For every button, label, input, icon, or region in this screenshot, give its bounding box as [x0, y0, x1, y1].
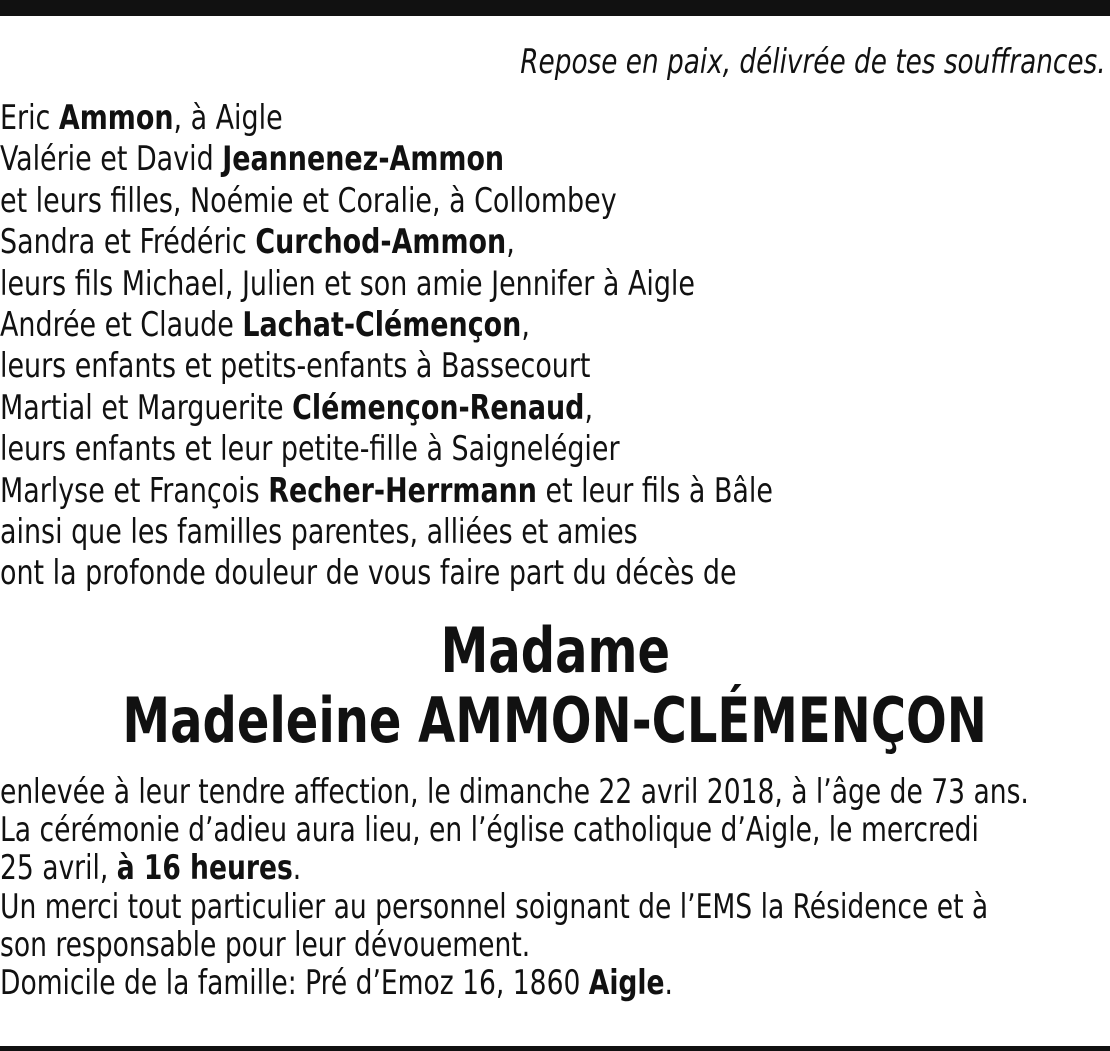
line-text: ainsi que les familles parentes, alliées et amies [0, 512, 638, 553]
detail-line [0, 773, 1102, 811]
detail-line [0, 888, 1102, 926]
line-text: Sandra et Frédéric [0, 222, 256, 263]
emphasis: à 16 heures [116, 848, 293, 889]
family-name: Curchod-Ammon [255, 222, 507, 263]
top-rule [0, 0, 1110, 16]
family-line [0, 553, 1056, 594]
detail-line [0, 811, 1102, 849]
line-text: Valérie et David [0, 139, 223, 180]
line-text: Martial et Marguerite [0, 387, 293, 428]
family-line [0, 139, 1056, 180]
family-line [0, 98, 1056, 139]
line-text: Andrée et Claude [0, 305, 243, 346]
deceased-title: Madame [440, 614, 670, 687]
detail-line [0, 926, 1102, 964]
line-text: , à Aigle [173, 98, 283, 138]
line-text: . [292, 848, 302, 889]
line-text: Domicile de la famille: Pré d’Emoz 16, 1860 [0, 963, 589, 1004]
ceremony-details [0, 773, 1102, 1002]
line-text: . [664, 963, 673, 1004]
line-text: Marlyse et François [0, 470, 269, 511]
line-text: 25 avril, [0, 848, 117, 889]
line-text: La cérémonie d’adieu aura lieu, en l’église catholique d’Aigle, le mercredi [0, 810, 979, 851]
line-text: leurs fils Michael, Julien et son amie Jennifer à Aigle [0, 263, 695, 304]
family-name: Clémençon-Renaud [292, 387, 585, 428]
line-text: et leurs filles, Noémie et Coralie, à Collombey [0, 180, 617, 221]
line-text: leurs enfants et leur petite-fille à Saignelégier [0, 429, 620, 470]
family-line [0, 471, 1056, 512]
line-text: Un merci tout particulier au personnel soignant de l’EMS la Résidence et à [0, 886, 989, 927]
family-name: Ammon [58, 98, 174, 138]
line-text: Eric [0, 98, 59, 138]
family-line [0, 388, 1056, 429]
emphasis: Aigle [588, 963, 665, 1004]
line-text: son responsable pour leur dévouement. [0, 924, 531, 965]
family-line [0, 346, 1056, 387]
line-text: leurs enfants et petits-enfants à Bassecourt [0, 346, 591, 387]
deceased-name-block [0, 616, 1110, 756]
epigraph: Repose en paix, délivrée de tes souffrances. [520, 42, 1106, 82]
line-text: , [521, 305, 530, 346]
deceased-name: Madeleine AMMON-CLÉMENÇON [122, 684, 988, 757]
detail-line [0, 964, 1102, 1002]
family-announcement [0, 98, 1056, 595]
line-text: enlevée à leur tendre affection, le dimanche 22 avril 2018, à l’âge de 73 ans. [0, 772, 1029, 812]
line-text: ont la profonde douleur de vous faire part du décès de [0, 553, 737, 594]
family-line [0, 429, 1056, 470]
line-text: et leur fils à Bâle [536, 470, 773, 511]
family-line [0, 222, 1056, 263]
family-name: Recher-Herrmann [268, 470, 537, 511]
line-text: , [584, 387, 593, 428]
detail-line [0, 849, 1102, 887]
family-line [0, 512, 1056, 553]
family-line [0, 305, 1056, 346]
family-name: Jeannenez-Ammon [222, 139, 505, 180]
family-name: Lachat-Clémençon [242, 305, 522, 346]
line-text: , [506, 222, 515, 263]
bottom-rule [0, 1046, 1110, 1051]
family-line [0, 181, 1056, 222]
family-line [0, 264, 1056, 305]
